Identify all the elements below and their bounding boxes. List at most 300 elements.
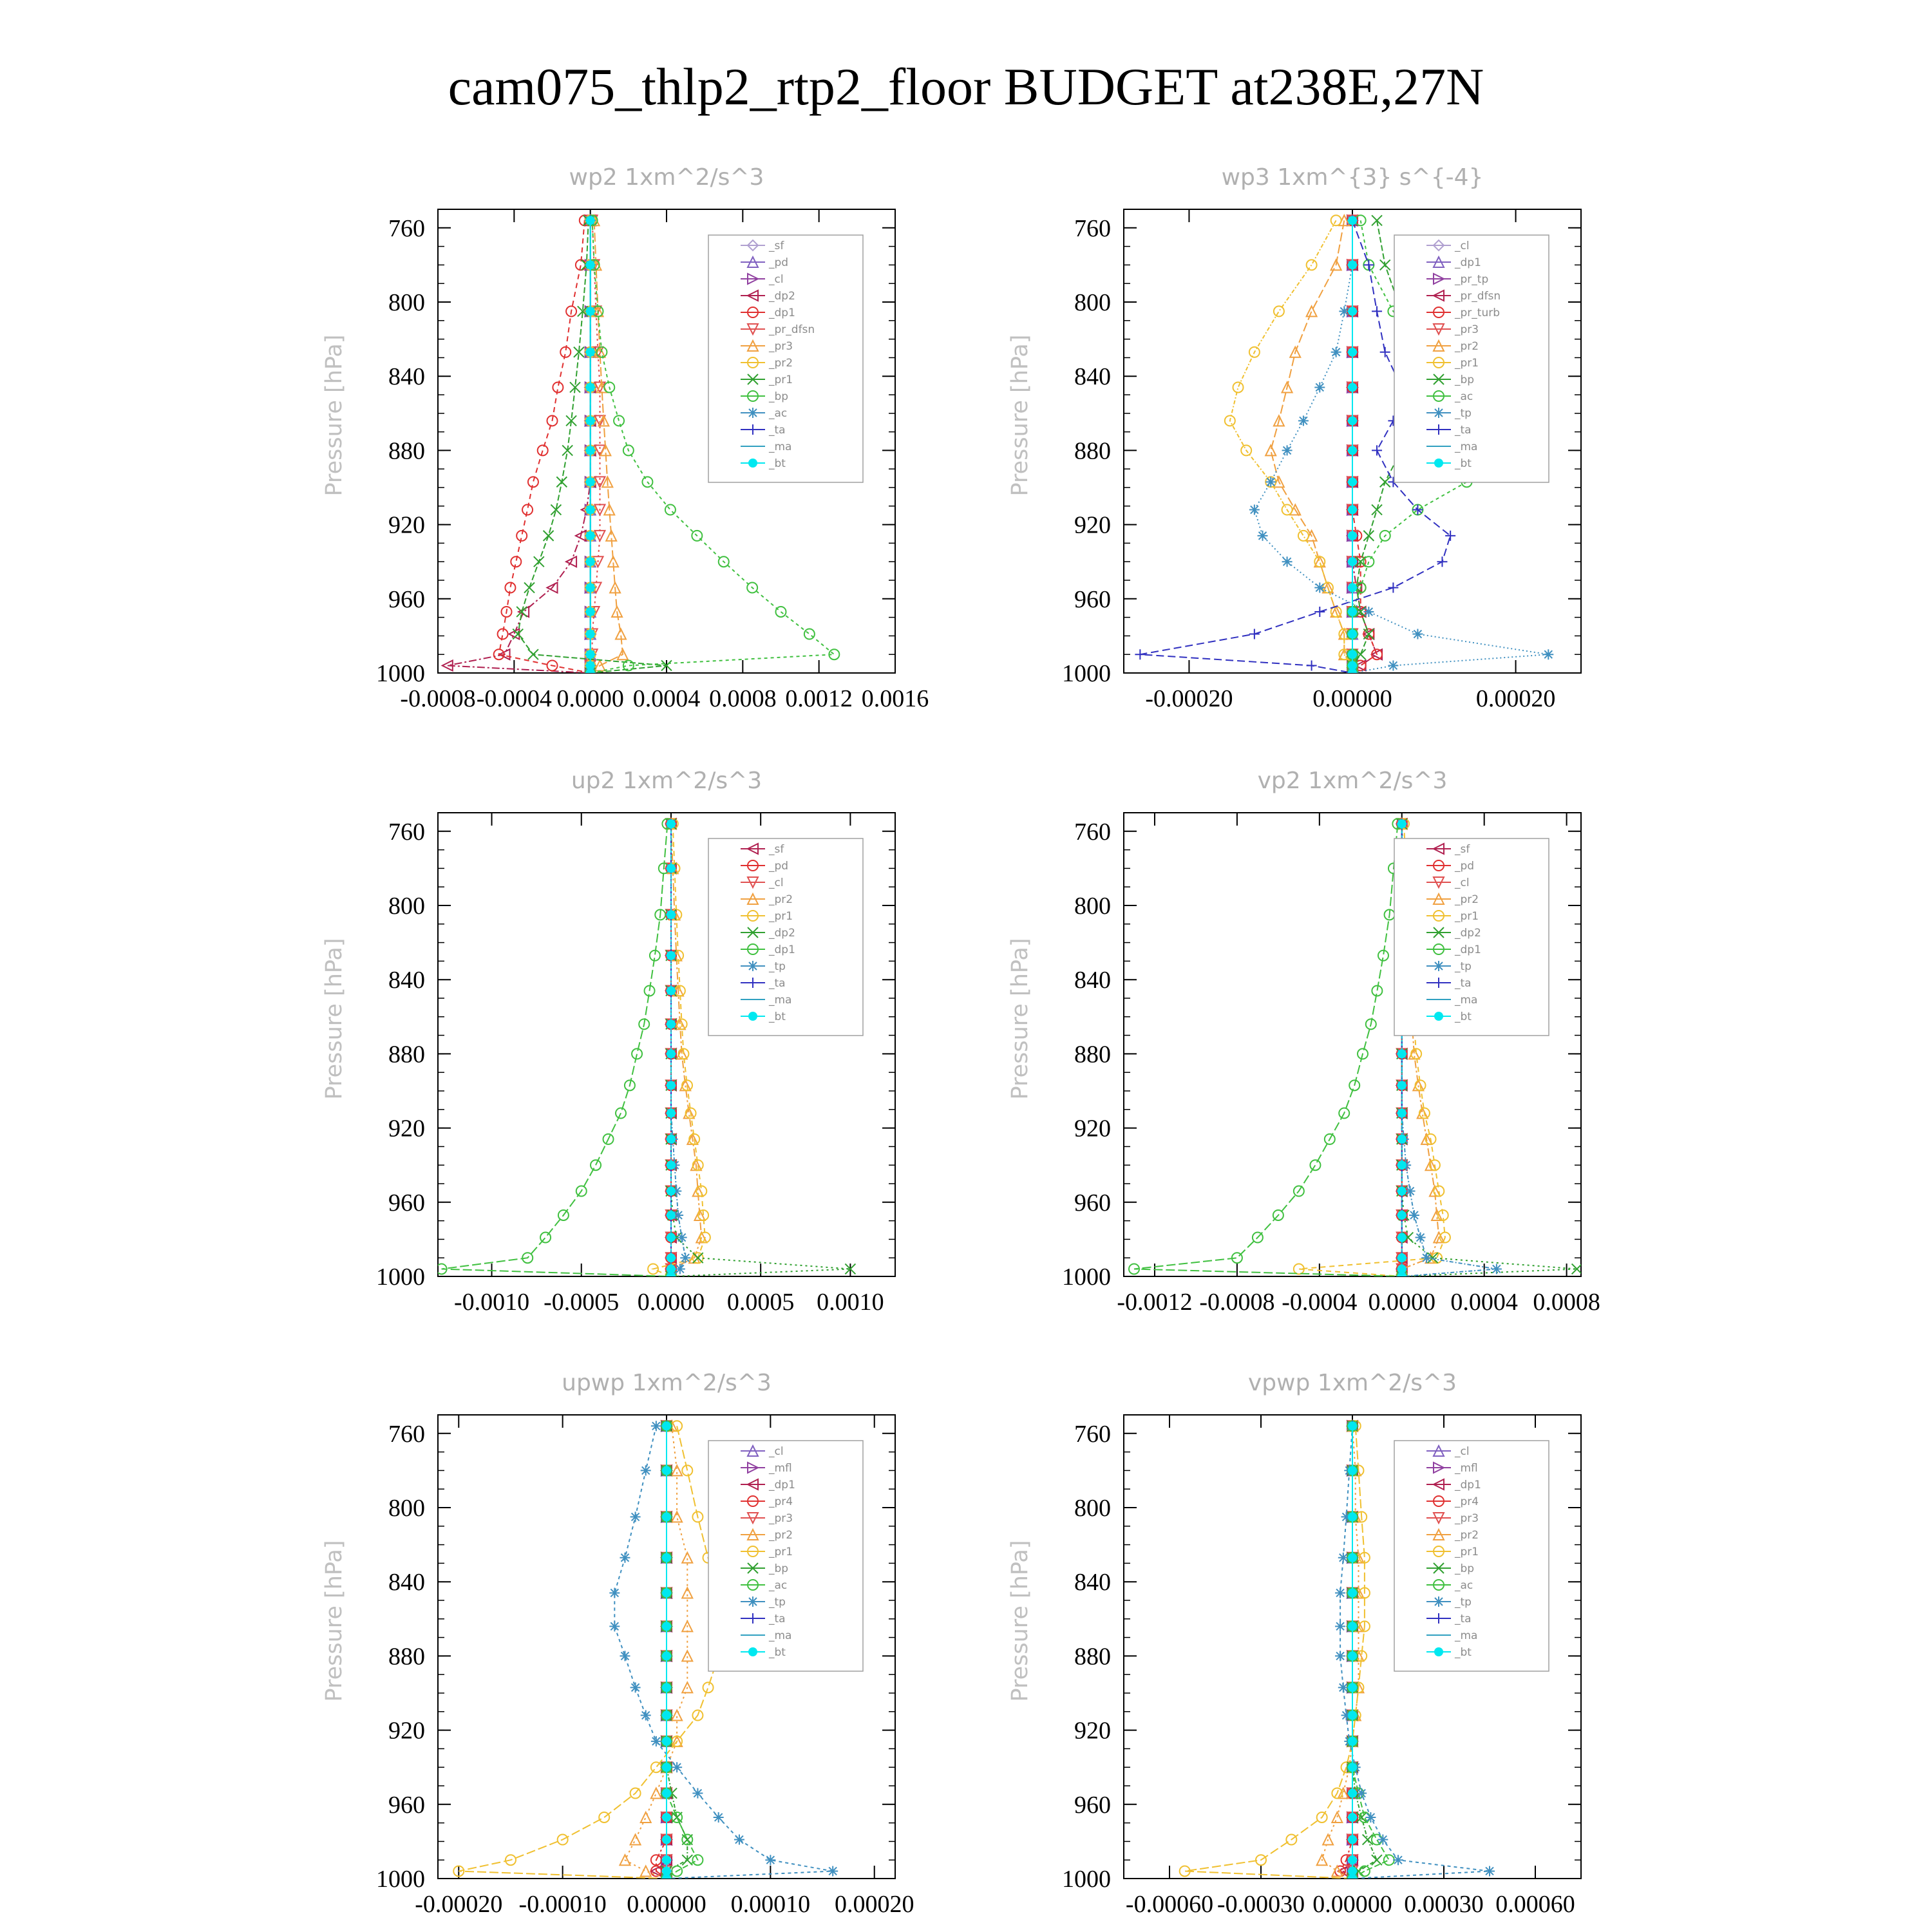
data-point [620,1651,630,1661]
y-tick-label: 880 [388,437,425,465]
data-point [765,1855,775,1865]
y-tick-label: 800 [1074,1495,1111,1522]
legend-marker [748,961,758,971]
legend-label: _pr_dfsn [769,323,815,336]
data-point [1397,1253,1406,1262]
data-point [1348,1763,1357,1772]
x-tick-label: -0.00060 [1125,1891,1214,1918]
data-point [675,1264,685,1274]
legend-label: _ma [769,440,792,453]
legend-label: _ac [1455,1579,1473,1592]
legend-label: _ma [769,994,792,1007]
x-tick-label: 0.00010 [730,1891,811,1918]
legend-label: _bt [769,457,786,470]
data-point [672,1710,682,1721]
data-point [630,1682,641,1692]
data-point [1363,607,1374,617]
data-point [1437,556,1447,567]
data-point [651,1762,661,1772]
legend-label: _bt [769,1010,786,1023]
y-tick-label: 960 [1074,1791,1111,1819]
x-tick-label: 0.00000 [1312,685,1392,712]
y-tick-label: 760 [388,214,425,242]
y-tick-label: 880 [388,1643,425,1671]
data-point [1348,1588,1357,1597]
legend-marker [1434,1012,1443,1021]
data-point [662,1512,671,1521]
legend-label: _pr1 [769,374,793,386]
data-point [586,607,595,616]
data-point [551,505,561,515]
data-point [586,668,595,677]
data-point [1335,1651,1345,1661]
data-point [1492,1264,1502,1274]
x-tick-label: 0.00020 [834,1891,914,1918]
data-point [828,1866,838,1876]
y-tick-label: 920 [1074,1717,1111,1745]
data-point [544,531,554,541]
legend-label: _pr1 [769,910,793,923]
series-line-pr1 [459,1426,718,1879]
y-tick-label: 920 [1074,511,1111,539]
chart-panel-6 [1007,1370,1581,1918]
x-tick-label: 0.0012 [785,685,853,712]
legend-label: _sf [769,843,784,856]
data-point [1412,629,1423,639]
x-tick-label: 0.0000 [637,1289,705,1316]
legend-label: _pd [769,860,789,873]
data-point [1348,477,1357,486]
data-point [1388,583,1398,593]
data-point [1348,1651,1357,1660]
data-point [1397,1135,1406,1144]
data-point [511,556,521,567]
data-point [538,445,548,455]
data-point [651,1788,661,1799]
data-point [1409,1210,1419,1220]
data-point [1314,556,1325,567]
x-tick-label: -0.0010 [453,1289,530,1316]
legend-label: _sf [1455,843,1470,856]
data-point [1298,531,1309,541]
chart-panel-2 [1007,164,1581,712]
data-point [1310,1160,1320,1170]
legend-label: _bp [769,390,789,403]
data-point [662,1763,671,1772]
series-line-pr1 [1185,1426,1365,1879]
legend-label: _pr4 [1455,1495,1479,1508]
data-point [1348,416,1357,425]
data-point [672,1511,682,1522]
data-point [1265,477,1276,487]
legend-label: _bt [1455,457,1472,470]
y-tick-label: 760 [388,1420,425,1448]
data-point [524,583,535,593]
legend-label: _pr1 [769,1546,793,1558]
legend-label: _ta [769,424,786,437]
panel-title: wp2 1xm^2/s^3 [569,164,764,191]
data-point [1282,556,1293,567]
legend-label: _bt [769,1646,786,1659]
data-point [662,1855,671,1864]
y-tick-label: 840 [388,363,425,391]
data-point [1331,215,1341,225]
data-point [1397,819,1406,828]
data-point [1397,1160,1406,1170]
data-point [667,951,676,960]
y-tick-label: 920 [388,511,425,539]
data-point [662,1421,671,1430]
data-point [662,1737,671,1746]
legend-label: _cl [769,876,784,889]
legend-label: _cl [769,1445,784,1458]
y-tick-label: 880 [1074,437,1111,465]
x-tick-label: -0.0004 [1282,1289,1358,1316]
data-point [516,531,527,541]
data-point [641,1812,651,1823]
data-point [586,416,595,425]
data-point [667,910,676,919]
data-point [1365,1812,1376,1823]
legend-label: _bp [1455,1562,1475,1575]
x-tick-label: 0.00020 [1475,685,1556,712]
figure-title: cam075_thlp2_rtp2_floor BUDGET at238E,27N [448,57,1484,116]
x-tick-label: 0.0008 [1533,1289,1600,1316]
legend-marker [1434,1647,1443,1656]
x-tick-label: 0.0004 [1450,1289,1518,1316]
data-point [1372,306,1382,316]
legend-marker [748,1012,757,1021]
data-point [662,1813,671,1822]
legend-label: _tp [1455,1596,1472,1609]
y-axis-label: Pressure [hPa] [1007,1540,1033,1702]
legend-label: _ta [769,1613,786,1625]
data-point [1348,1737,1357,1746]
x-tick-label: 0.0016 [861,685,929,712]
legend-label: _pr2 [1455,340,1479,353]
data-point [586,260,595,269]
data-point [662,1835,671,1844]
legend-label: _tp [1455,407,1472,420]
data-point [667,1135,676,1144]
x-tick-label: 0.0000 [1368,1289,1436,1316]
legend-label: _dp2 [1455,927,1481,940]
legend-label: _dp1 [769,943,795,956]
series-line-pr1 [653,824,705,1276]
legend-label: _cl [1455,240,1470,252]
data-point [662,1588,671,1597]
data-point [1314,382,1325,392]
legend-label: _ma [769,1629,792,1642]
data-point [620,1553,630,1563]
data-point [667,1233,676,1242]
legend-label: _cl [1455,1445,1470,1458]
legend-label: _pr1 [1455,1546,1479,1558]
data-point [1356,1788,1367,1799]
data-point [1348,1553,1357,1562]
legend-label: _ma [1455,1629,1478,1642]
legend-label: _dp2 [769,927,795,940]
data-point [630,1511,641,1522]
data-point [1348,630,1357,639]
data-point [662,1711,671,1720]
data-point [662,1651,671,1660]
y-tick-label: 960 [1074,1189,1111,1217]
legend-label: _pd [769,256,789,269]
legend-label: _cl [1455,876,1470,889]
data-point [1282,445,1293,455]
data-point [1393,1855,1403,1865]
data-point [667,819,676,828]
x-tick-label: -0.00030 [1217,1891,1305,1918]
data-point [667,1272,676,1281]
data-point [667,1160,676,1170]
data-point [667,986,676,995]
y-tick-label: 960 [388,1791,425,1819]
data-point [586,557,595,566]
y-tick-label: 1000 [376,660,425,687]
data-point [677,1233,687,1243]
y-tick-label: 1000 [1062,1866,1111,1893]
legend-label: _pr_dfsn [1455,290,1501,303]
data-point [1348,1683,1357,1692]
y-tick-label: 840 [388,967,425,994]
x-tick-label: 0.00000 [627,1891,706,1918]
data-point [651,1421,661,1431]
data-point [1258,531,1268,541]
data-point [528,649,538,659]
chart-panel-4 [1007,768,1600,1316]
data-point [703,1682,714,1692]
data-point [1348,1711,1357,1720]
data-point [1388,660,1398,670]
legend-label: _pr3 [1455,1512,1479,1525]
legend-label: _tp [1455,960,1472,973]
data-point [1543,649,1553,659]
data-point [1348,1813,1357,1822]
data-point [1421,1253,1432,1263]
y-tick-label: 840 [1074,1569,1111,1596]
panel-title: upwp 1xm^2/s^3 [562,1370,772,1396]
data-point [665,505,676,515]
data-point [518,607,529,617]
legend-label: _ta [1455,424,1472,437]
data-point [1233,382,1244,392]
data-point [1274,306,1284,316]
data-point [586,348,595,357]
legend-label: _pr3 [769,340,793,353]
data-point [522,505,533,515]
y-tick-label: 760 [1074,214,1111,242]
x-tick-label: -0.0004 [476,685,552,712]
data-point [1397,1187,1406,1196]
data-point [586,477,595,486]
y-tick-label: 880 [388,1041,425,1068]
series-line-pr2 [625,1426,688,1879]
y-tick-label: 840 [1074,363,1111,391]
legend-label: _pr2 [1455,893,1479,906]
data-point [662,1683,671,1692]
data-point [1332,1812,1342,1823]
data-point [1397,1233,1406,1242]
data-point [662,1874,671,1883]
data-point [641,1465,651,1475]
x-tick-label: 0.00030 [1404,1891,1484,1918]
data-point [1348,668,1357,677]
data-point [667,1253,676,1262]
data-point [1397,1049,1406,1058]
legend-label: _pd [1455,860,1475,873]
data-point [1348,446,1357,455]
data-point [586,446,595,455]
data-point [667,1019,676,1028]
y-tick-label: 800 [388,893,425,920]
y-tick-label: 760 [388,818,425,846]
y-tick-label: 760 [1074,1420,1111,1448]
data-point [651,1736,661,1747]
data-point [1314,583,1325,593]
legend-label: _bt [1455,1010,1472,1023]
y-tick-label: 840 [388,1569,425,1596]
data-point [1348,583,1357,592]
data-point [1307,306,1317,316]
x-tick-label: 0.0004 [632,685,701,712]
data-point [513,629,523,639]
x-tick-label: -0.0005 [544,1289,620,1316]
data-point [680,1253,690,1263]
data-point [1348,531,1357,540]
y-tick-label: 1000 [376,1264,425,1291]
x-tick-label: 0.0008 [709,685,777,712]
legend-marker [1434,961,1444,971]
data-point [1348,506,1357,515]
y-tick-label: 880 [1074,1041,1111,1068]
legend-marker [1434,1596,1444,1607]
series-line-dp1 [1134,824,1402,1276]
legend-label: _dp2 [769,290,795,303]
data-point [662,1789,671,1798]
legend-label: _mfl [769,1462,792,1475]
data-point [1363,629,1374,639]
data-point [586,506,595,515]
y-axis-label: Pressure [hPa] [1007,334,1033,497]
legend-label: _pr4 [769,1495,793,1508]
data-point [1380,347,1390,357]
data-point [1335,1587,1345,1598]
data-point [1348,1622,1357,1631]
data-point [586,216,595,225]
data-point [662,1466,671,1475]
legend-marker [748,459,757,468]
data-point [667,1211,676,1220]
data-point [1348,1466,1357,1475]
legend-marker [1434,408,1444,418]
y-tick-label: 1000 [376,1866,425,1893]
data-point [586,307,595,316]
data-point [804,629,815,639]
data-point [692,1788,703,1799]
y-tick-label: 840 [1074,967,1111,994]
legend-label: _pr1 [1455,910,1479,923]
legend-label: _sf [769,240,784,252]
legend-label: _cl [769,273,784,286]
y-tick-label: 920 [1074,1115,1111,1142]
panel-title: vpwp 1xm^2/s^3 [1247,1370,1457,1396]
legend-label: _dp1 [769,307,795,319]
legend-marker [748,408,758,418]
data-point [1348,557,1357,566]
x-tick-label: 0.00060 [1495,1891,1575,1918]
chart-panel-5 [321,1370,914,1918]
chart-panel-3 [321,768,895,1316]
panel-title: wp3 1xm^{3} s^{-4} [1221,164,1484,191]
legend-label: _pr_turb [1455,307,1501,319]
data-point [1298,415,1309,426]
data-point [662,1553,671,1562]
y-tick-label: 920 [388,1717,425,1745]
legend-label: _pr3 [1455,323,1479,336]
data-point [1416,1233,1426,1243]
data-point [734,1835,744,1845]
data-point [1348,650,1357,659]
y-tick-label: 1000 [1062,1264,1111,1291]
y-axis-label: Pressure [hPa] [321,938,347,1100]
legend-label: _ac [769,407,788,420]
legend-label: _pr3 [769,1512,793,1525]
x-tick-label: 0.0010 [817,1289,884,1316]
data-point [586,650,595,659]
data-point [672,1421,682,1431]
legend-label: _ac [1455,390,1473,403]
data-point [667,1187,676,1196]
data-point [1397,1272,1406,1281]
y-tick-label: 880 [1074,1643,1111,1671]
data-point [1338,1682,1349,1692]
data-point [1397,1109,1406,1118]
data-point [609,1587,620,1598]
legend-marker [748,1596,758,1607]
data-point [556,477,567,487]
x-tick-label: 0.0005 [726,1289,795,1316]
y-axis-label: Pressure [hPa] [321,1540,347,1702]
y-tick-label: 800 [388,1495,425,1522]
data-point [1331,347,1341,357]
data-point [1384,1855,1394,1865]
data-point [609,1621,620,1631]
data-point [630,1835,641,1845]
x-tick-label: -0.00020 [1145,685,1233,712]
legend-label: _pr1 [1455,357,1479,370]
y-tick-label: 760 [1074,818,1111,846]
data-point [1378,1835,1388,1845]
panel-title: up2 1xm^2/s^3 [571,768,762,794]
y-tick-label: 960 [388,1189,425,1217]
data-point [672,1762,682,1772]
legend-label: _dp1 [1455,943,1481,956]
legend-label: _bp [769,1562,789,1575]
legend-label: _dp1 [1455,1479,1481,1492]
data-point [1348,307,1357,316]
data-point [667,1049,676,1058]
y-tick-label: 800 [388,289,425,316]
data-point [1348,260,1357,269]
legend-label: _ta [1455,1613,1472,1625]
data-point [1380,260,1390,270]
x-tick-label: -0.0008 [1199,1289,1275,1316]
data-point [1338,1553,1349,1563]
series-line-dp2 [448,220,591,673]
legend-label: _pr2 [769,893,793,906]
